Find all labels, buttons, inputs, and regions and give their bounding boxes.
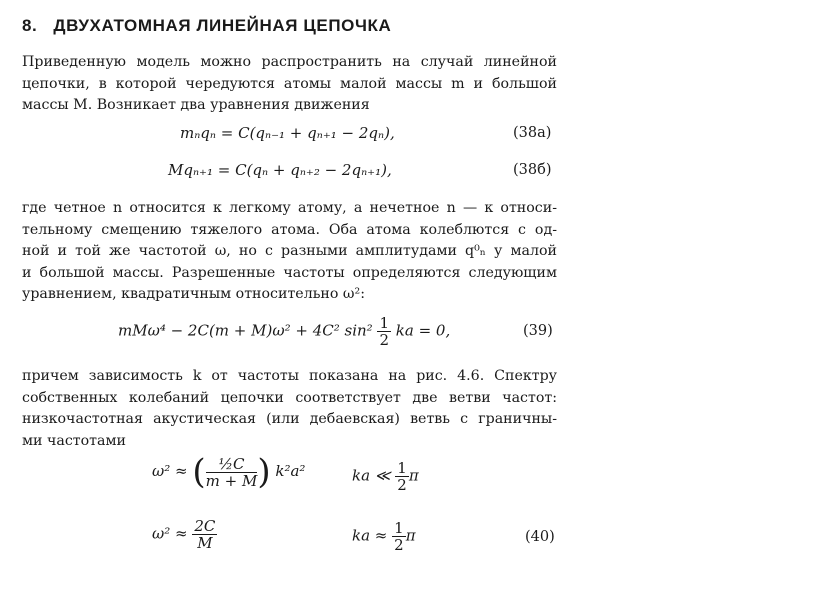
equation-rhs: = C(qₙ₋₁ + qₙ₊₁ − 2qₙ),: [220, 124, 395, 142]
fraction-numerator: ½C: [206, 456, 258, 473]
condition-tail: π: [405, 526, 416, 545]
equation-number-39: (39): [523, 323, 553, 339]
equation-body: mMω⁴ − 2C(m + M)ω² + 4C² sin²: [118, 321, 373, 340]
text-line: ми частотами: [22, 432, 126, 449]
equation-number-38a: (38а): [513, 125, 552, 141]
text-line: и большой массы. Разрешенные частоты определяются следующим: [22, 264, 557, 281]
section-title: ДВУХАТОМНАЯ ЛИНЕЙНАЯ ЦЕПОЧКА: [53, 16, 392, 35]
fraction: [206, 456, 258, 489]
fraction: [377, 315, 391, 348]
equation-number-40: (40): [525, 529, 555, 545]
equation-lhs: mₙqₙ: [180, 124, 216, 142]
paragraph-spectrum: [22, 366, 557, 452]
condition-40a: [352, 460, 419, 493]
paren-open: (: [192, 452, 206, 492]
paragraph-intro: [22, 52, 557, 117]
fraction-denominator: 2: [397, 476, 407, 494]
fraction: [392, 520, 406, 553]
equation-40a: [152, 452, 305, 492]
text-line: массы M. Возникает два уравнения движения: [22, 97, 370, 114]
section-number: 8.: [22, 16, 38, 35]
equation-38a: [180, 124, 395, 142]
condition-text: ka ≈: [352, 526, 388, 545]
fraction-denominator: M: [197, 534, 213, 552]
fraction-denominator: 2: [394, 536, 404, 554]
fraction: [192, 518, 217, 551]
text-line: где четное n относится к легкому атому, а нечетное n — к относи-: [22, 200, 557, 216]
fraction-numerator: 1: [379, 314, 389, 332]
paren-close: ): [257, 452, 271, 492]
equation-lhs: ω² ≈: [152, 462, 188, 480]
text-line: собственных колебаний цепочки соответствует две ветви частот:: [22, 389, 557, 406]
fraction-numerator: 1: [394, 519, 404, 537]
condition-40b: [352, 520, 416, 553]
section-heading: [22, 16, 391, 36]
fraction-denominator: 2: [379, 331, 389, 349]
text-line: ной и той же частотой ω, но с разными амплитудами q⁰ₙ у малой: [22, 243, 557, 260]
equation-39: [118, 315, 450, 348]
fraction-numerator: 2C: [194, 517, 216, 535]
equation-number-38b: (38б): [513, 162, 552, 178]
paragraph-frequencies: [22, 198, 557, 306]
text-line: цепочки, в которой чередуются атомы малой массы m и большой: [22, 75, 557, 92]
equation-38b: [168, 161, 392, 179]
equation-tail: ka = 0,: [395, 321, 451, 340]
text-line: Приведенную модель можно распространить на случай линейной: [22, 54, 557, 70]
condition-tail: π: [408, 466, 419, 485]
equation-rhs: = C(qₙ + qₙ₊₂ − 2qₙ₊₁),: [217, 161, 392, 179]
text-line: причем зависимость k от частоты показана на рис. 4.6. Спектру: [22, 368, 557, 384]
fraction: [395, 460, 409, 493]
condition-text: ka ≪: [352, 466, 391, 485]
text-line: тельному смещению тяжелого атома. Оба атома колеблются с од-: [22, 221, 557, 238]
equation-40b: [152, 518, 217, 551]
equation-lhs: ω² ≈: [152, 524, 188, 543]
fraction-denominator: m + M: [205, 471, 258, 490]
equation-tail: k²a²: [275, 462, 306, 480]
text-line: низкочастотная акустическая (или дебаевская) ветвь с граничны-: [22, 411, 557, 428]
text-line: уравнением, квадратичным относительно ω²:: [22, 286, 365, 303]
fraction-numerator: 1: [397, 459, 407, 477]
equation-lhs: Mqₙ₊₁: [168, 161, 213, 179]
